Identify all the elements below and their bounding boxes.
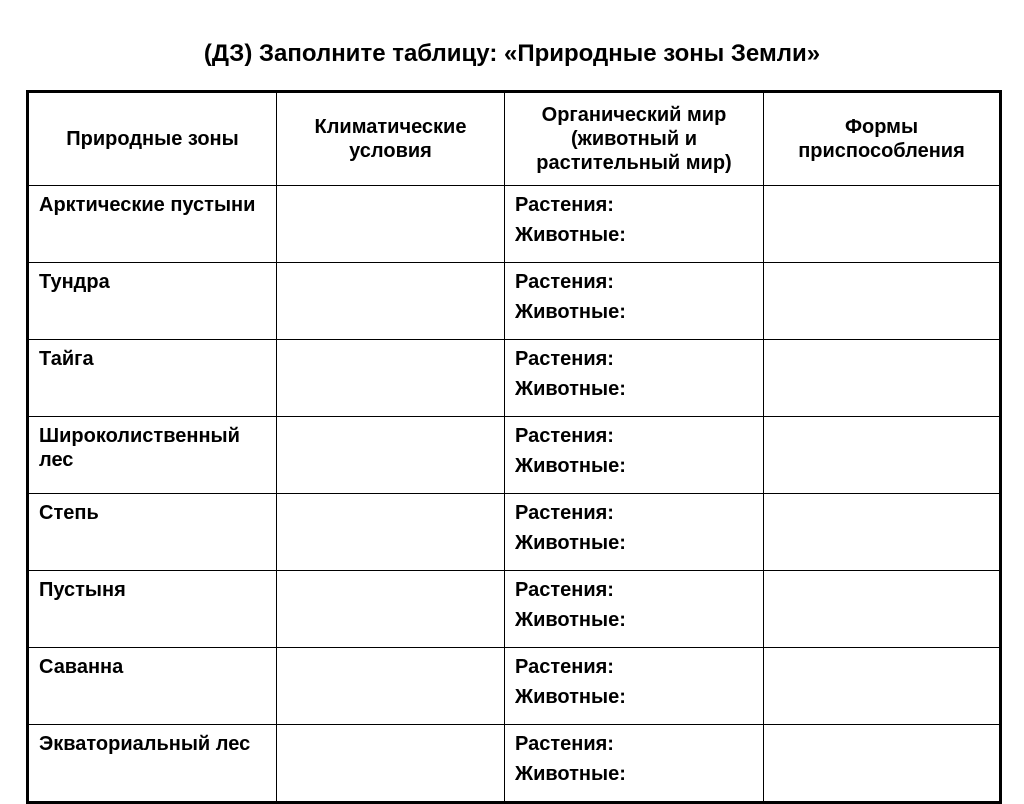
climate-cell[interactable]	[277, 648, 505, 725]
organic-world-cell[interactable]	[505, 417, 764, 494]
organic-world-cell[interactable]	[505, 263, 764, 340]
adaptation-cell[interactable]	[764, 571, 1001, 648]
adaptation-cell[interactable]	[764, 725, 1001, 803]
plants-label: Растения:	[515, 733, 614, 755]
table-row	[28, 263, 1001, 340]
adaptation-cell[interactable]	[764, 417, 1001, 494]
animals-label: Животные:	[515, 609, 626, 631]
zone-name-cell: Тайга	[28, 340, 277, 417]
organic-world-cell[interactable]	[505, 648, 764, 725]
organic-world-cell[interactable]	[505, 725, 764, 803]
table-row	[28, 725, 1001, 803]
header-adaptation-forms: Формы приспособления	[764, 92, 1001, 186]
adaptation-cell[interactable]	[764, 340, 1001, 417]
adaptation-cell[interactable]	[764, 186, 1001, 263]
table-row	[28, 494, 1001, 571]
zone-name-cell: Арктические пустыни	[28, 186, 277, 263]
plants-label: Растения:	[515, 425, 614, 447]
plants-label: Растения:	[515, 271, 614, 293]
organic-world-cell[interactable]	[505, 340, 764, 417]
adaptation-cell[interactable]	[764, 263, 1001, 340]
adaptation-cell[interactable]	[764, 648, 1001, 725]
plants-label: Растения:	[515, 502, 614, 524]
animals-label: Животные:	[515, 455, 626, 477]
climate-cell[interactable]	[277, 263, 505, 340]
organic-world-cell[interactable]	[505, 571, 764, 648]
plants-label: Растения:	[515, 348, 614, 370]
table-row	[28, 571, 1001, 648]
zone-name-cell: Саванна	[28, 648, 277, 725]
zone-name-cell: Широколиственный лес	[28, 417, 277, 494]
table-header-row	[28, 92, 1001, 186]
natural-zones-table	[26, 90, 1002, 804]
animals-label: Животные:	[515, 224, 626, 246]
climate-cell[interactable]	[277, 494, 505, 571]
organic-world-cell[interactable]	[505, 494, 764, 571]
climate-cell[interactable]	[277, 571, 505, 648]
plants-label: Растения:	[515, 579, 614, 601]
climate-cell[interactable]	[277, 417, 505, 494]
animals-label: Животные:	[515, 301, 626, 323]
table-row	[28, 186, 1001, 263]
climate-cell[interactable]	[277, 340, 505, 417]
header-natural-zones: Природные зоны	[28, 92, 277, 186]
table-row	[28, 648, 1001, 725]
plants-label: Растения:	[515, 656, 614, 678]
plants-label: Растения:	[515, 194, 614, 216]
zone-name-cell: Экваториальный лес	[28, 725, 277, 803]
zone-name-cell: Пустыня	[28, 571, 277, 648]
zone-name-cell: Степь	[28, 494, 277, 571]
zone-name-cell: Тундра	[28, 263, 277, 340]
animals-label: Животные:	[515, 378, 626, 400]
page-title: (ДЗ) Заполните таблицу: «Природные зоны Земли»	[203, 40, 821, 67]
organic-world-cell[interactable]	[505, 186, 764, 263]
animals-label: Животные:	[515, 686, 626, 708]
table-row	[28, 340, 1001, 417]
table-row	[28, 417, 1001, 494]
adaptation-cell[interactable]	[764, 494, 1001, 571]
climate-cell[interactable]	[277, 725, 505, 803]
header-climate-conditions: Климатические условия	[277, 92, 505, 186]
climate-cell[interactable]	[277, 186, 505, 263]
header-organic-world: Органический мир (животный и растительный мир)	[505, 92, 764, 186]
animals-label: Животные:	[515, 532, 626, 554]
animals-label: Животные:	[515, 763, 626, 785]
